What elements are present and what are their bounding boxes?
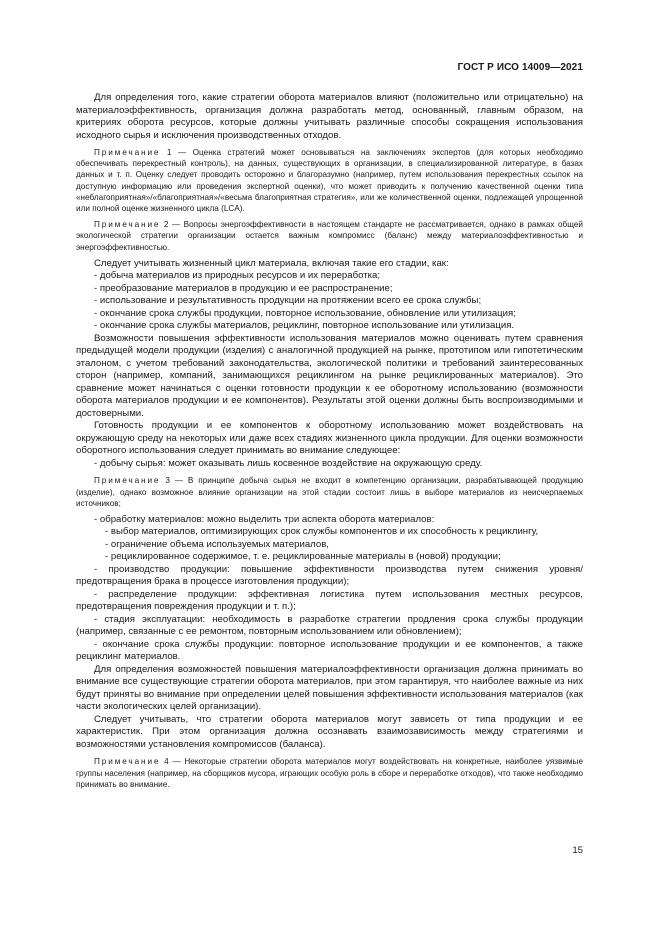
paragraph-3: Возможности повышения эффективности использования материалов можно оценивать путем сравнения предыдущей модели продукции (изделия) с аналогичной продукцией на рынке, прототипом или гипотетическим эталоном, с учетом требований законодательства, экологической политики и требований заинтересованных сторон (например, компаний, занимающихся рециклингом на рынке рециклированных материалов). Это сравнение может начинаться с оценки готовности продукции к ее оборотному использованию (возможности оборота материалов продукции и ее компонентов). Результаты этой оценки должны быть воспроизводимыми и достоверными. bbox=[76, 332, 583, 419]
note-4 bbox=[76, 756, 583, 790]
sub-list-item: - рециклированное содержимое, т. е. рециклированные материалы в (новой) продукции; bbox=[105, 551, 501, 563]
list-item: - окончание срока службы материалов, рециклинг, повторное использование или утилизация. bbox=[94, 320, 515, 332]
list-item: - стадия эксплуатации: необходимость в разработке стратегии продления срока службы продукции (например, связанные с ее ремонтом, повторным использованием или обновлением); bbox=[76, 613, 583, 638]
paragraph-5: Для определения возможностей повышения материалоэффективности организация должна принимать во внимание все существующие стратегии оборота материалов, при этом гарантируя, что наиболее важные из них будут приняты во внимание при определении целей повышения эффективности использования материалов (как части экологических целей организации). bbox=[76, 663, 583, 713]
paragraph-2: Следует учитывать жизненный цикл материала, включая такие его стадии, как: bbox=[94, 257, 449, 269]
sub-list-item: - ограничение объема используемых материалов, bbox=[105, 538, 329, 550]
paragraph-1: Для определения того, какие стратегии оборота материалов влияют (положительно или отрицательно) на материалоэффективность, организация должна разработать метод, основанный, главным образом, на критериях оборота ресурсов, которые должны учитывать различные способы сокращения использования исходного сырья и исключения производственных отходов. bbox=[76, 92, 583, 141]
note-text: — Некоторые стратегии оборота материалов могут воздействовать на конкретные, наиболее уязвимые группы населения (например, на сборщиков мусора, играющих особую роль в сборе и переработке отходов), что также необходимо принимать во внимание. bbox=[76, 757, 583, 789]
list-item: - обработку материалов: можно выделить три аспекта оборота материалов: bbox=[94, 513, 435, 525]
list-item: - использование и результативность продукции на протяжении всего ее срока службы; bbox=[94, 295, 482, 307]
note-text: — Оценка стратегий может основываться на заключениях экспертов (для которых необходимо обеспечивать перекрестный контроль), на данных, существующих в организации, в специализированной литературе, в базах данных и т. п. Оценку следует проводить осторожно и благоразумно (например, путем использования перекрестных ссылок на доступную информацию или проведения экспертной оценки), что может приводить к получению качественной оценки типа «неблагоприятная»/«благоприятная»/«весьма благоприятная стратегия», или же количественной оценки, подлежащей упрощенной или полной оценке жизненного цикла (LCA). bbox=[76, 148, 583, 214]
sub-list-item: - выбор материалов, оптимизирующих срок службы компонентов и их способность к рециклингу, bbox=[105, 526, 539, 538]
document-id-header: ГОСТ Р ИСО 14009—2021 bbox=[457, 62, 583, 73]
list-item: - добыча материалов из природных ресурсов и их переработка; bbox=[94, 270, 381, 282]
note-1 bbox=[76, 147, 583, 214]
note-text: — Вопросы энергоэффективности в настоящем стандарте не рассматривается, однако в рамках общей экологической стратегии организации остается важным компромисс (баланс) между материалоэффективностью и энергоэффективностью. bbox=[76, 220, 583, 252]
note-number: 4 bbox=[164, 757, 169, 767]
note-tag: Примечание bbox=[94, 476, 161, 486]
note-number: 1 bbox=[166, 148, 172, 157]
list-item: - преобразование материалов в продукцию и ее распространение; bbox=[94, 282, 393, 294]
note-text: — В принципе добыча сырья не входит в компетенцию организации, разрабатывающей продукцию (изделие), однако возможное влияние организации на этой стадии состоит лишь в выборе материалов из неисчерпаемых источников; bbox=[76, 476, 584, 508]
list-item: - производство продукции: повышение эффективности производства путем снижения уровня/предотвращения брака в процессе изготовления продукции); bbox=[76, 563, 583, 588]
list-item: - окончание срока службы продукции: повторное использование продукции и ее компонентов, а также рециклинг материалов. bbox=[76, 638, 583, 663]
paragraph-6: Следует учитывать, что стратегии оборота материалов могут зависеть от типа продукции и ее характеристик. При этом организация должна осознавать взаимозависимость между стратегиями и возможностями установления компромиссов (баланса). bbox=[76, 713, 583, 750]
note-2 bbox=[76, 219, 583, 253]
note-tag: Примечание bbox=[94, 148, 161, 157]
note-3 bbox=[76, 475, 583, 509]
note-tag: Примечание bbox=[94, 757, 161, 767]
note-tag: Примечание bbox=[94, 220, 161, 230]
paragraph-4: Готовность продукции и ее компонентов к оборотному использованию может воздействовать на окружающую среду на некоторых или даже всех стадиях жизненного цикла продукции. Для оценки возможности оборотного использования следует принимать во внимание следующее: bbox=[76, 420, 583, 457]
note-number: 3 bbox=[165, 476, 170, 486]
list-item: - добычу сырья: может оказывать лишь косвенное воздействие на окружающую среду. bbox=[94, 457, 483, 469]
note-number: 2 bbox=[163, 220, 169, 230]
page-number: 15 bbox=[572, 845, 583, 856]
page-body bbox=[76, 92, 583, 795]
list-item: - распределение продукции: эффективная логистика путем использования местных ресурсов, предотвращения повреждения продукции и т. п.); bbox=[76, 588, 583, 613]
list-item: - окончание срока службы продукции, повторное использование, обновление или утилизация; bbox=[94, 307, 516, 319]
